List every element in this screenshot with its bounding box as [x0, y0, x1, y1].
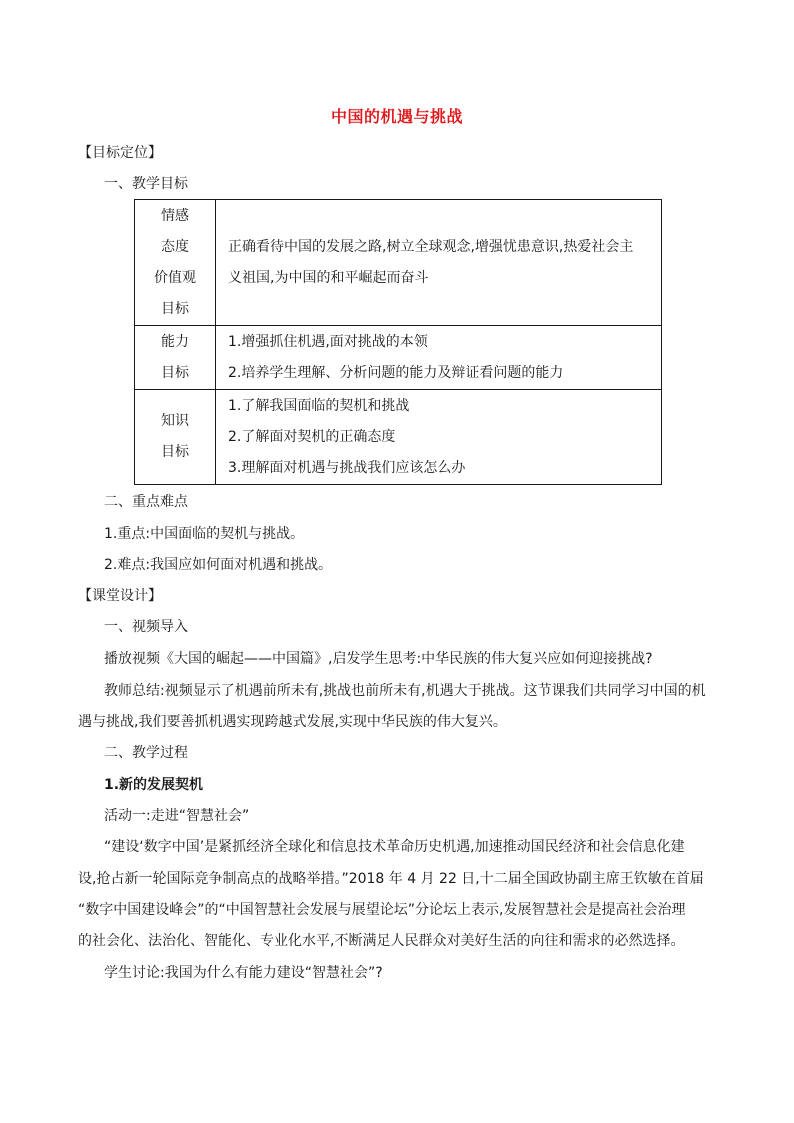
goal-head-text: 知识	[161, 413, 189, 429]
goal-row-content	[216, 326, 662, 390]
goal-row-header	[135, 390, 216, 485]
goal-row-knowledge	[135, 390, 662, 485]
goal-row-ability	[135, 326, 662, 390]
goal-row-content	[216, 200, 662, 326]
teaching-goal-heading: 一、教学目标	[104, 176, 188, 192]
discussion-line: 学生讨论:我国为什么有能力建设“智慧社会”?	[104, 965, 383, 981]
quote-line: “数字中国建设峰会”的“中国智慧社会发展与展望论坛”分论坛上表示,发展智慧社会是提高社会治理	[78, 902, 686, 918]
document-title: 中国的机遇与挑战	[330, 107, 463, 126]
goal-row-header	[135, 326, 216, 390]
goal-head-text: 目标	[161, 300, 189, 317]
process-heading: 二、教学过程	[104, 745, 188, 761]
goal-table	[134, 199, 662, 485]
goal-head-text: 价值观	[154, 269, 196, 286]
quote-line: 设,抢占新一轮国际竞争制高点的战略举措。”2018 年 4 月 22 日,十二届全国政协副主席王钦敏在首届	[78, 871, 704, 887]
goal-content-line: 2.培养学生理解、分析问题的能力及辩证看问题的能力	[228, 364, 564, 381]
goal-head-text: 目标	[161, 364, 189, 381]
quote-line: 的社会化、法治化、智能化、专业化水平,不断满足人民群众对美好生活的向往和需求的必然选择。	[78, 933, 685, 949]
goal-head-text: 能力	[161, 333, 189, 350]
key-points-heading: 二、重点难点	[104, 494, 188, 510]
activity-heading: 活动一:走进“智慧社会”	[104, 808, 250, 824]
goal-content-line: 正确看待中国的发展之路,树立全球观念,增强忧患意识,热爱社会主	[228, 238, 634, 255]
section-design-heading: 【课堂设计】	[78, 588, 162, 604]
difficult-point: 2.难点:我国应如何面对机遇和挑战。	[104, 557, 333, 573]
goal-content-line: 2.了解面对契机的正确态度	[228, 428, 396, 445]
key-point: 1.重点:中国面临的契机与挑战。	[104, 526, 305, 542]
goal-head-text: 目标	[161, 444, 189, 460]
goal-content-line: 1.增强抓住机遇,面对挑战的本领	[228, 333, 428, 350]
video-heading: 一、视频导入	[104, 619, 188, 635]
summary-line: 遇与挑战,我们要善抓机遇实现跨越式发展,实现中华民族的伟大复兴。	[78, 714, 507, 730]
section-goal-heading: 【目标定位】	[78, 145, 162, 161]
goal-row-header	[135, 200, 216, 326]
summary-line: 教师总结:视频显示了机遇前所未有,挑战也前所未有,机遇大于挑战。这节课我们共同学习中国的机	[104, 683, 706, 699]
quote-line: “建设‘数字中国’是紧抓经济全球化和信息技术革命历史机遇,加速推动国民经济和社会信息化建	[104, 839, 685, 855]
goal-row-content	[216, 390, 662, 485]
goal-head-text: 态度	[161, 238, 189, 255]
subsection-heading: 1.新的发展契机	[104, 777, 204, 793]
goal-content-line: 3.理解面对机遇与挑战我们应该怎么办	[228, 459, 466, 476]
goal-row-emotion	[135, 200, 662, 326]
goal-content-line: 1.了解我国面临的契机和挑战	[228, 397, 410, 414]
goal-content-line: 义祖国,为中国的和平崛起而奋斗	[228, 269, 429, 286]
video-paragraph: 播放视频《大国的崛起——中国篇》,启发学生思考:中华民族的伟大复兴应如何迎接挑战?	[104, 651, 653, 667]
goal-head-text: 情感	[161, 207, 189, 224]
